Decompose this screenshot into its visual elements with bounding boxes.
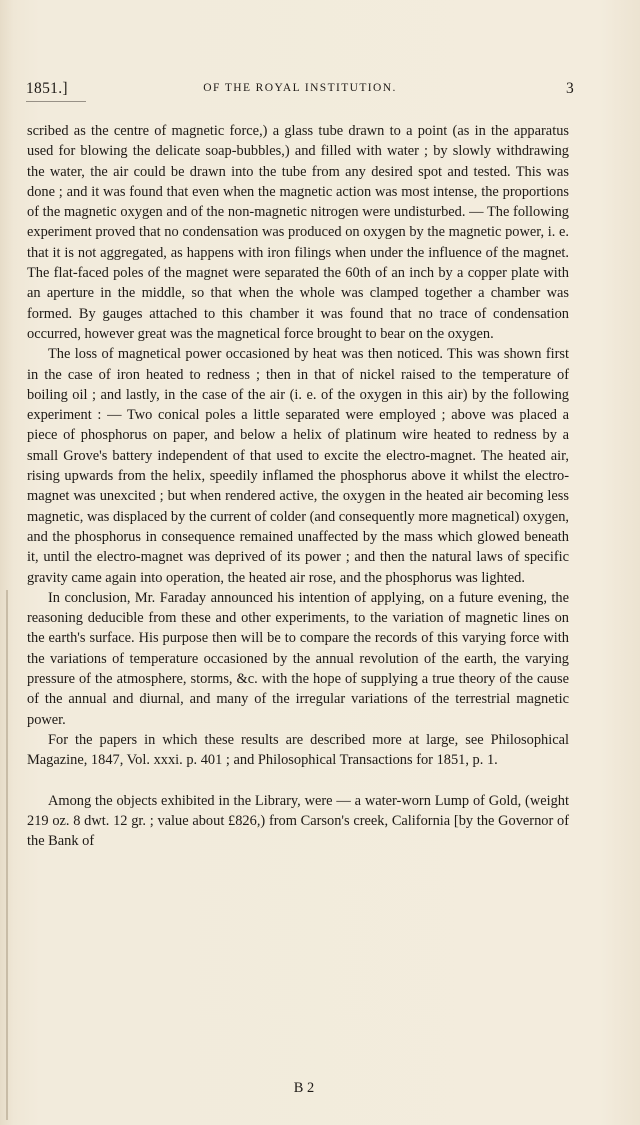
paragraph-library-objects: Among the objects exhibited in the Library, were — a water-worn Lump of Gold, (weight 219 oz. 8 dwt. 12 gr. ; value about £826,) from Carson's creek, California [by the Governor of the Bank of — [27, 792, 569, 850]
paragraph-heat-loss: The loss of magnetical power occasioned by heat was then noticed. This was shown first in the case of iron heated to redness ; then in that of nickel raised to the temperature of boiling oil ; and lastly, in the case of the air (i. e. of the oxygen in this air) by the following experiment : — Two conical poles a little separated were employed ; above was placed a piece of phosphorus on paper, and below a helix of platinum wire heated to redness by a small Grove's battery independent of that used to excite the electro-magnet. The heated air, rising upwards from the helix, speedily inflamed the phosphorus above it whilst the electro-magnet was unexcited ; but when rendered active, the oxygen in the heated air becoming less magnetic, was displaced by the current of colder (and consequently more magnetical) oxygen, and the phosphorus in consequence remained unaffected by the mass which glowed beneath it, until the electro-magnet was deprived of its power ; and then the natural laws of specific gravity came again into operation, the heated air rose, and the phosphorus was lighted. — [27, 346, 569, 586]
page-number: 3 — [565, 80, 574, 97]
running-header — [26, 80, 574, 102]
header-rule — [26, 101, 86, 102]
paragraph-references: For the papers in which these results are described more at large, see Philosophical Magazine, 1847, Vol. xxxi. p. 401 ; and Philosophical Transactions for 1851, p. 1. — [27, 731, 569, 769]
signature-mark — [0, 1080, 640, 1097]
binding-edge-line — [6, 590, 8, 1120]
paragraph-magnetic-force: scribed as the centre of magnetic force,) a glass tube drawn to a point (as in the apparatus used for blowing the delicate soap-bubbles,) and filled with water ; by slowly withdrawing the water, the air could be drawn into the tube from any desired spot and tested. This was done ; and it was found that even when the magnetic action was most intense, the proportions of the magnetic oxygen and of the non-magnetic nitrogen were undisturbed. — The following experiment proved that no condensation was produced on oxygen by the magnetic power, i. e. that it is not aggregated, as happens with iron filings when under the influence of the magnet. The flat-faced poles of the magnet were separated the 60th of an inch by a copper plate with an aperture in the middle, so that when the whole was clamped together a chamber was formed. By gauges attached to this chamber it was found that no trace of condensation occurred, however great was the magnetical force brought to bear on the oxygen. — [27, 123, 569, 342]
paragraph-conclusion: In conclusion, Mr. Faraday announced his intention of applying, on a future evening, the reasoning deducible from these and other experiments, to the variation of magnetic lines on the earth's surface. His purpose then will be to compare the records of this varying force with the variations of temperature occasioned by the annual revolution of the earth, the varying pressure of the atmosphere, storms, &c. with the hope of supplying a true theory of the cause of the annual and diurnal, and many of the irregular variations of the terrestrial magnetic power. — [27, 589, 569, 728]
header-year: 1851.] — [26, 80, 68, 97]
body-text — [27, 121, 569, 851]
paragraph-gap — [27, 771, 569, 791]
header-title: OF THE ROYAL INSTITUTION. — [203, 82, 397, 94]
signature-text: B 2 — [293, 1080, 315, 1096]
